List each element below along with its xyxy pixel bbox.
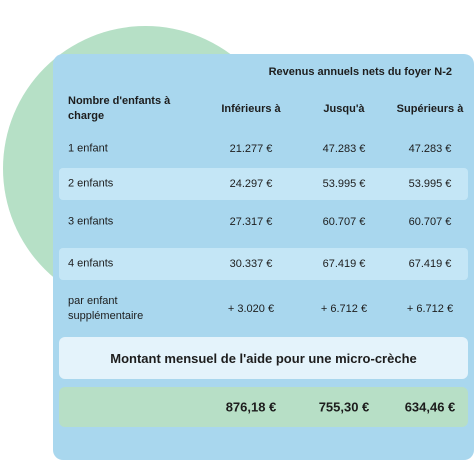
aid-amount-heading: Montant mensuel de l'aide pour une micro-crèche	[59, 337, 468, 379]
monthly-aid-totals-row	[59, 387, 468, 427]
table-row	[59, 248, 468, 280]
row-value-lower: 21.277 €	[229, 143, 273, 155]
row-label: 2 enfants	[68, 177, 114, 190]
row-value-upto: 47.283 €	[322, 143, 366, 155]
header-children-count: Nombre d'enfants à charge	[68, 95, 171, 122]
table-header-row	[59, 84, 468, 134]
table-supertitle: Revenus annuels nets du foyer N-2	[268, 66, 452, 78]
row-value-upto: 67.419 €	[322, 258, 366, 270]
row-value-upto: 53.995 €	[322, 178, 366, 190]
row-label: 4 enfants	[68, 257, 114, 270]
row-value-higher: + 6.712 €	[406, 303, 454, 315]
table-row	[59, 287, 468, 331]
row-value-upto: + 6.712 €	[320, 303, 368, 315]
row-value-lower: + 3.020 €	[227, 303, 275, 315]
header-up-to: Jusqu'à	[323, 103, 365, 115]
table-row	[59, 168, 468, 200]
total-lower: 876,18 €	[225, 399, 277, 415]
row-value-higher: 60.707 €	[408, 216, 452, 228]
row-value-lower: 24.297 €	[229, 178, 273, 190]
row-value-lower: 30.337 €	[229, 258, 273, 270]
row-value-higher: 53.995 €	[408, 178, 452, 190]
row-label: 1 enfant	[68, 142, 108, 155]
header-lower-than: Inférieurs à	[221, 103, 281, 115]
row-value-higher: 67.419 €	[408, 258, 452, 270]
row-value-upto: 60.707 €	[322, 216, 366, 228]
row-value-higher: 47.283 €	[408, 143, 452, 155]
table-row	[59, 132, 468, 166]
row-label: par enfant supplémentaire	[68, 295, 144, 322]
total-higher: 634,46 €	[404, 399, 456, 415]
income-table-card	[53, 54, 474, 460]
table-row	[59, 204, 468, 240]
row-value-lower: 27.317 €	[229, 216, 273, 228]
total-upto: 755,30 €	[318, 399, 370, 415]
row-label: 3 enfants	[68, 215, 114, 228]
header-higher-than: Supérieurs à	[396, 103, 464, 115]
